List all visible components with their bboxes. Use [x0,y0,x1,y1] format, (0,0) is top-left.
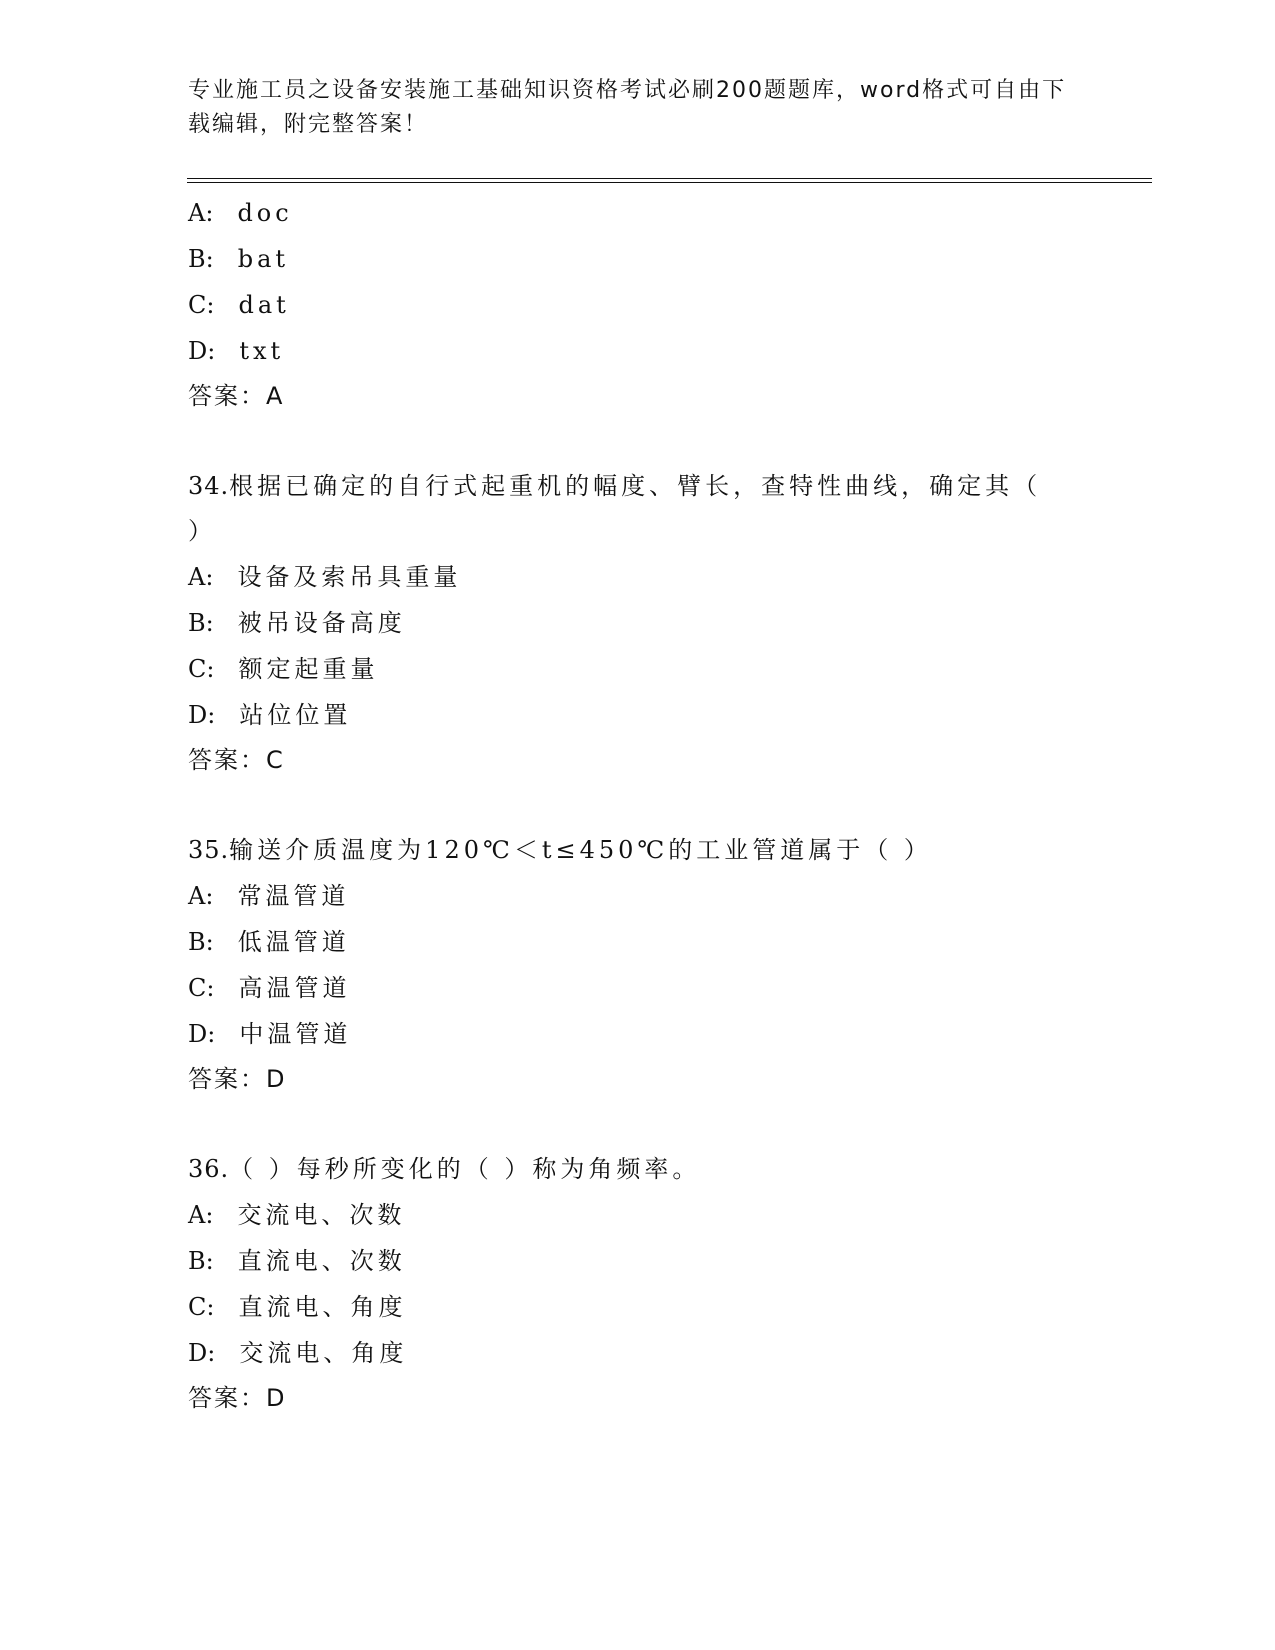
question-block-36 [188,1147,1088,1420]
option-d: D: 中温管道 [188,1020,352,1048]
answer-line: 答案：C [188,746,285,774]
option-d: D: 交流电、角度 [188,1339,408,1367]
answer-value: D [266,1065,287,1093]
option-c: C: dat [188,291,290,319]
option-a: A: 设备及索吊具重量 [188,563,462,591]
question-block-33 [188,190,1088,418]
header-divider-bottom [187,182,1152,183]
answer-line: 答案：D [188,1384,287,1412]
question-number: 35. [188,836,230,864]
option-c: C: 直流电、角度 [188,1293,407,1321]
answer-value: D [266,1384,287,1412]
option-a: A: 交流电、次数 [188,1201,406,1229]
answer-value: C [266,746,285,774]
answer-value: A [266,382,285,410]
option-b: B: 被吊设备高度 [188,609,406,637]
answer-line: 答案：A [188,382,285,410]
option-b: B: bat [188,245,290,273]
question-text: 34.根据已确定的自行式起重机的幅度、臂长，查特性曲线，确定其（ ） [188,472,1042,545]
answer-line: 答案：D [188,1065,287,1093]
question-number: 36. [188,1155,230,1183]
option-a: A: 常温管道 [188,882,350,910]
question-block-35 [188,828,1088,1101]
question-number: 34. [188,472,230,500]
option-b: B: 低温管道 [188,928,350,956]
option-d: D: txt [188,337,285,365]
question-text: 36.（ ）每秒所变化的（ ）称为角频率。 [188,1155,701,1183]
option-b: B: 直流电、次数 [188,1247,406,1275]
header-divider-top [187,178,1152,179]
option-c: C: 额定起重量 [188,655,379,683]
question-list [188,190,1088,1466]
question-text: 35.输送介质温度为120℃＜t≤450℃的工业管道属于（ ） [188,836,932,864]
option-c: C: 高温管道 [188,974,351,1002]
question-block-34 [188,464,1088,782]
option-a: A: doc [188,199,293,227]
document-title: 专业施工员之设备安装施工基础知识资格考试必刷200题题库，word格式可自由下载编辑，附完整答案！ [188,78,1067,137]
option-d: D: 站位位置 [188,701,352,729]
